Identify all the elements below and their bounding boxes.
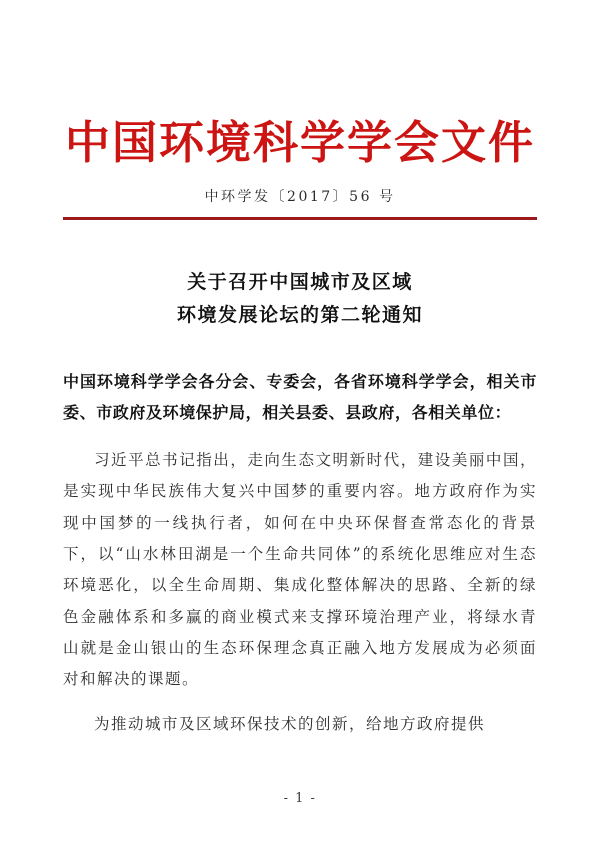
body-paragraph-2: 为推动城市及区域环保技术的创新，给地方政府提供: [94, 715, 486, 734]
organization-title: 中国环境科学学会文件: [64, 116, 535, 169]
masthead: [0, 0, 600, 168]
page-number: - 1 -: [283, 791, 317, 806]
red-divider-rule: [63, 217, 537, 220]
document-title-line-2: 环境发展论坛的第二轮通知: [176, 304, 423, 327]
body-paragraph-1: 习近平总书记指出，走向生态文明新时代，建设美丽中国，是实现中华民族伟大复兴中国梦的重要内容。地方政府作为实现中国梦的一线执行者，如何在中央环保督查常态化的背景下，以“山水林田湖是一个生命共同体”的系统化思维应对生态环境恶化，以全生命周期、集成化整体解决的思路、全新的绿色金融体系和多赢的商业模式来支撑环境治理产业，将绿水青山就是金山银山的生态环保理念真正融入地方发展成为必须面对和解决的课题。: [63, 451, 537, 689]
document-number: 中环学发〔2017〕56 号: [204, 189, 396, 206]
document-body: [63, 366, 537, 741]
document-title: [90, 266, 510, 331]
addressee-block: 中国环境科学学会各分会、专委会，各省环境科学学会，相关市委、市政府及环境保护局，相关县委、县政府，各相关单位：: [63, 371, 537, 422]
document-title-line-1: 关于召开中国城市及区域: [187, 271, 413, 294]
